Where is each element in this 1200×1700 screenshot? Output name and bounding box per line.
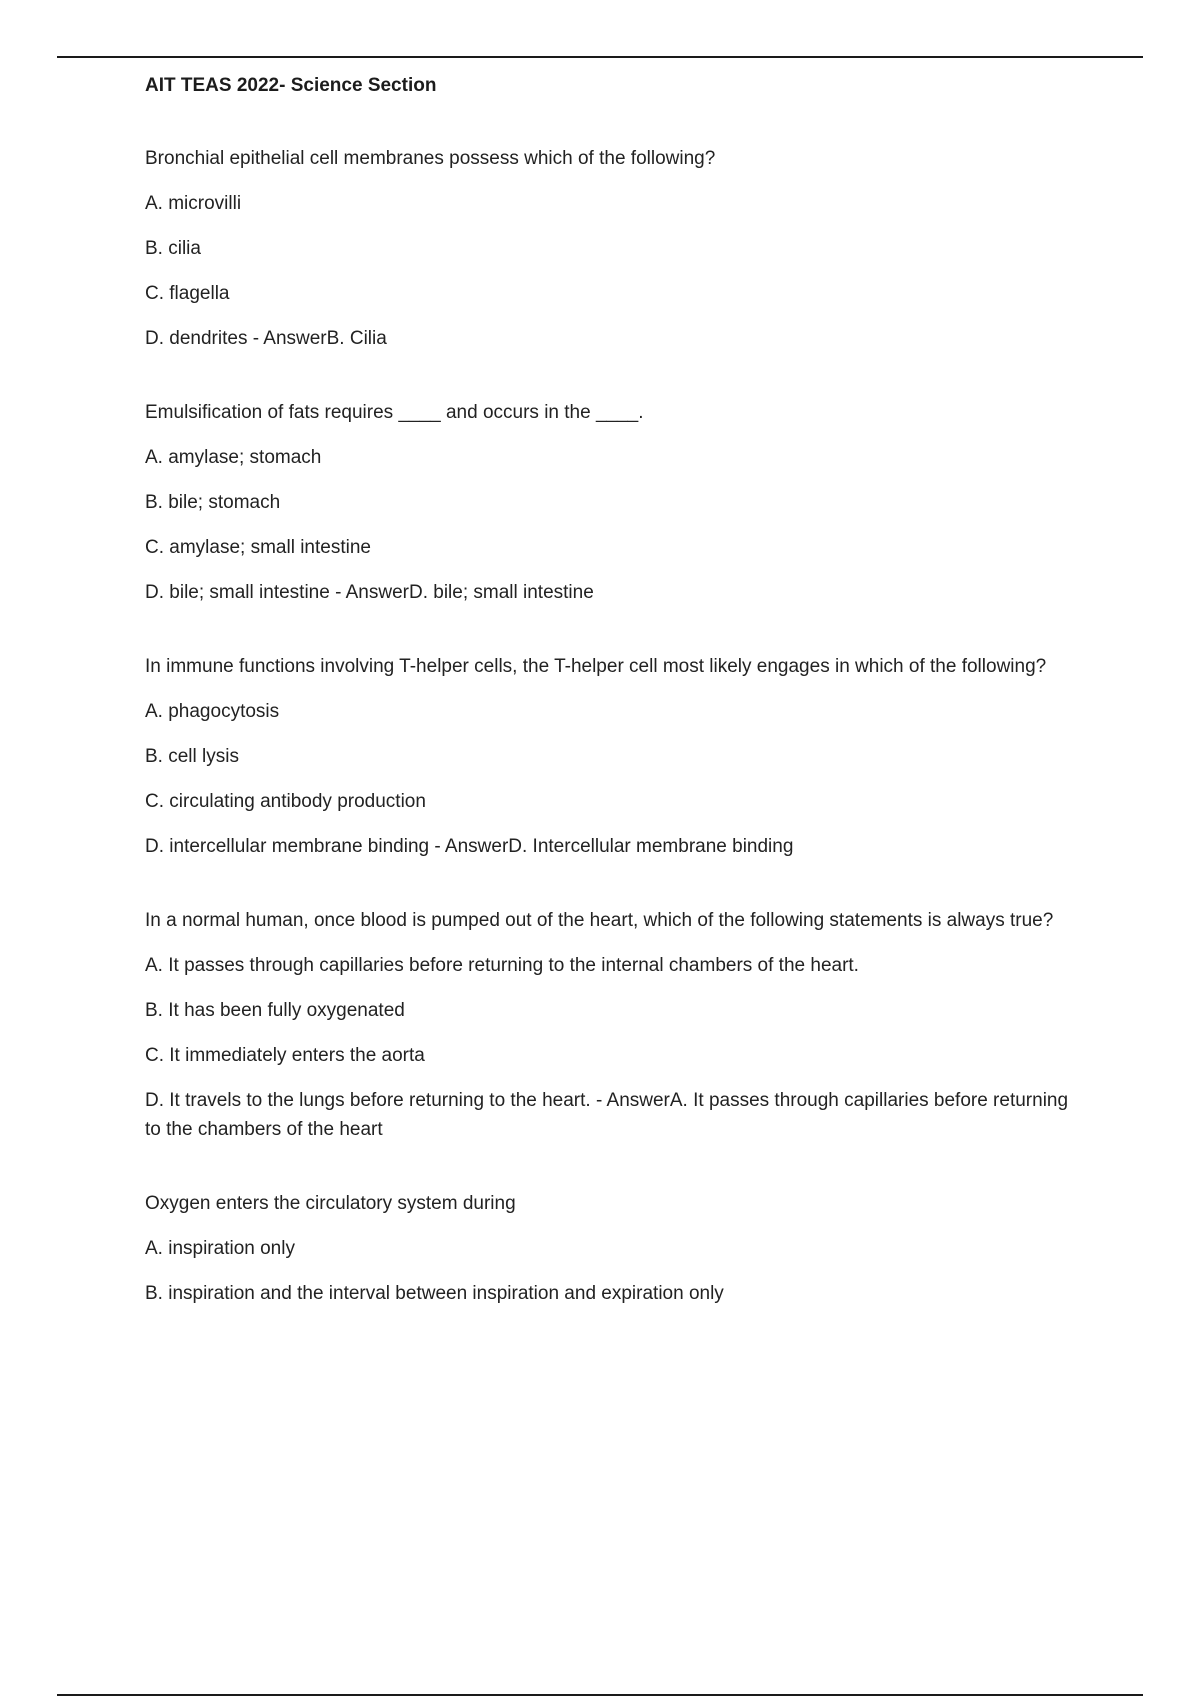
question-3 — [145, 652, 1085, 861]
option-d-answer: D. bile; small intestine - AnswerD. bile; small intestine — [145, 582, 594, 603]
question-2 — [145, 398, 1085, 607]
question-text: In immune functions involving T-helper cells, the T-helper cell most likely engages in which of the following? — [145, 656, 1047, 677]
option-b: B. inspiration and the interval between inspiration and expiration only — [145, 1283, 724, 1304]
top-rule — [57, 56, 1143, 58]
option-c: C. circulating antibody production — [145, 791, 426, 812]
option-a: A. amylase; stomach — [145, 447, 322, 468]
option-c: C. flagella — [145, 283, 230, 304]
question-text: In a normal human, once blood is pumped out of the heart, which of the following statements is always true? — [145, 910, 1054, 931]
option-d-answer: D. It travels to the lungs before returning to the heart. - AnswerA. It passes through capillaries before returning to the chambers of the heart — [145, 1090, 1069, 1140]
option-b: B. cilia — [145, 238, 201, 259]
option-c: C. It immediately enters the aorta — [145, 1045, 425, 1066]
option-b: B. cell lysis — [145, 746, 239, 767]
question-text: Oxygen enters the circulatory system during — [145, 1193, 516, 1214]
option-a: A. microvilli — [145, 193, 242, 214]
question-text: Bronchial epithelial cell membranes possess which of the following? — [145, 148, 716, 169]
document-title: AIT TEAS 2022- Science Section — [145, 75, 437, 96]
option-a: A. It passes through capillaries before returning to the internal chambers of the heart. — [145, 955, 859, 976]
question-5 — [145, 1189, 1085, 1308]
option-d-answer: D. dendrites - AnswerB. Cilia — [145, 328, 387, 349]
option-c: C. amylase; small intestine — [145, 537, 371, 558]
question-1 — [145, 144, 1085, 353]
option-d-answer: D. intercellular membrane binding - AnswerD. Intercellular membrane binding — [145, 836, 794, 857]
option-a: A. inspiration only — [145, 1238, 295, 1259]
option-b: B. bile; stomach — [145, 492, 281, 513]
question-text: Emulsification of fats requires ____ and occurs in the ____. — [145, 402, 644, 423]
bottom-rule — [57, 1694, 1143, 1696]
option-b: B. It has been fully oxygenated — [145, 1000, 405, 1021]
option-a: A. phagocytosis — [145, 701, 280, 722]
document-body — [145, 74, 1085, 1353]
question-4 — [145, 906, 1085, 1144]
